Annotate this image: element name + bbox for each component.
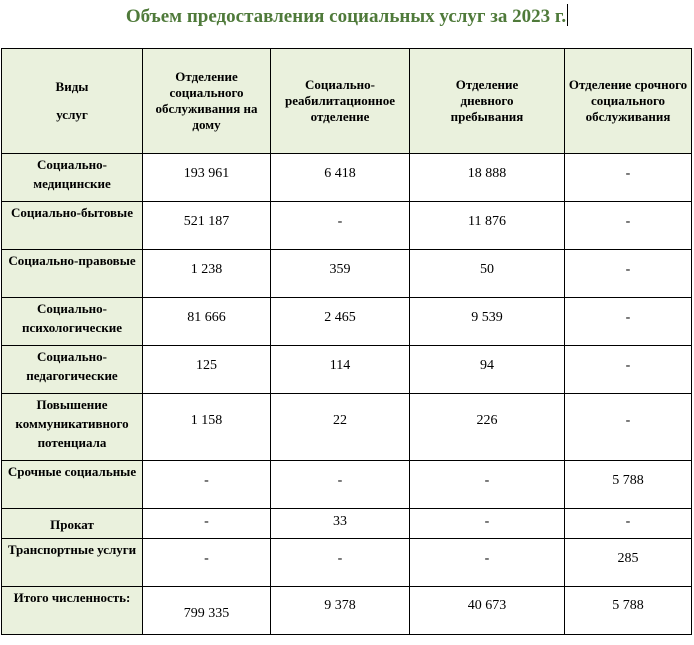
table-cell: 799 335: [143, 587, 271, 635]
table-cell: -: [143, 509, 271, 539]
table-cell: 22: [271, 394, 410, 461]
table-cell: 5 788: [565, 587, 692, 635]
table-cell: 193 961: [143, 154, 271, 202]
document-title: [0, 4, 694, 30]
table-cell: -: [410, 509, 565, 539]
table-cell: -: [565, 346, 692, 394]
header-label: услуг: [56, 107, 88, 122]
table-cell: -: [565, 250, 692, 298]
table-cell: 114: [271, 346, 410, 394]
services-table: [1, 48, 692, 635]
table-row: [2, 509, 692, 539]
text-cursor: [567, 4, 568, 26]
row-label: Социально-правовые: [2, 250, 143, 298]
table-cell: 9 378: [271, 587, 410, 635]
table-cell: -: [565, 298, 692, 346]
header-cell-home-service: [143, 49, 271, 154]
row-label: Социально-медицинские: [2, 154, 143, 202]
table-row: [2, 154, 692, 202]
header-label: Социально-реабилитационное отделение: [284, 77, 396, 124]
table-cell: -: [565, 202, 692, 250]
table-row: [2, 202, 692, 250]
row-label: Повышение коммуникативного потенциала: [2, 394, 143, 461]
row-label: Социально-психологические: [2, 298, 143, 346]
table-cell: 18 888: [410, 154, 565, 202]
table-cell: 11 876: [410, 202, 565, 250]
table-cell: -: [271, 539, 410, 587]
row-label: Срочные социальные: [2, 461, 143, 509]
table-cell: 6 418: [271, 154, 410, 202]
table-cell: 94: [410, 346, 565, 394]
title-text: Объем предоставления социальных услуг за 2023 г.: [125, 6, 567, 27]
table-row: [2, 539, 692, 587]
header-cell-urgent: [565, 49, 692, 154]
header-cell-day-stay: [410, 49, 565, 154]
table-cell: 33: [271, 509, 410, 539]
table-cell: 5 788: [565, 461, 692, 509]
table-cell: -: [143, 539, 271, 587]
table-cell: -: [410, 539, 565, 587]
table-cell: 50: [410, 250, 565, 298]
row-label: Социально-бытовые: [2, 202, 143, 250]
table-row: [2, 461, 692, 509]
table-cell: 81 666: [143, 298, 271, 346]
row-label: Прокат: [2, 509, 143, 539]
table-cell: -: [565, 509, 692, 539]
table-row: [2, 250, 692, 298]
table-row-total: [2, 587, 692, 635]
table-cell: 285: [565, 539, 692, 587]
table-cell: -: [271, 202, 410, 250]
table-cell: 2 465: [271, 298, 410, 346]
table-cell: -: [565, 154, 692, 202]
header-label: Виды: [55, 79, 89, 94]
table-cell: 521 187: [143, 202, 271, 250]
row-label: Социально-педагогические: [2, 346, 143, 394]
table-cell: -: [410, 461, 565, 509]
header-label: Отделение социального обслуживания на дому: [155, 69, 258, 132]
table-cell: 1 238: [143, 250, 271, 298]
table-row: [2, 298, 692, 346]
table-cell: 125: [143, 346, 271, 394]
table-row: [2, 394, 692, 461]
table-cell: -: [271, 461, 410, 509]
table-cell: 1 158: [143, 394, 271, 461]
table-header-row: [2, 49, 692, 154]
table-cell: -: [143, 461, 271, 509]
header-cell-service-type: [2, 49, 143, 154]
header-label: Отделение дневного пребывания: [450, 77, 524, 124]
table-cell: 226: [410, 394, 565, 461]
table-cell: -: [565, 394, 692, 461]
header-cell-rehab: [271, 49, 410, 154]
table-cell: 9 539: [410, 298, 565, 346]
row-label: Транспортные услуги: [2, 539, 143, 587]
table-row: [2, 346, 692, 394]
table-cell: 40 673: [410, 587, 565, 635]
table-cell: 359: [271, 250, 410, 298]
row-label: Итого численность:: [2, 587, 143, 635]
header-label: Отделение срочного социального обслуживания: [568, 77, 688, 124]
